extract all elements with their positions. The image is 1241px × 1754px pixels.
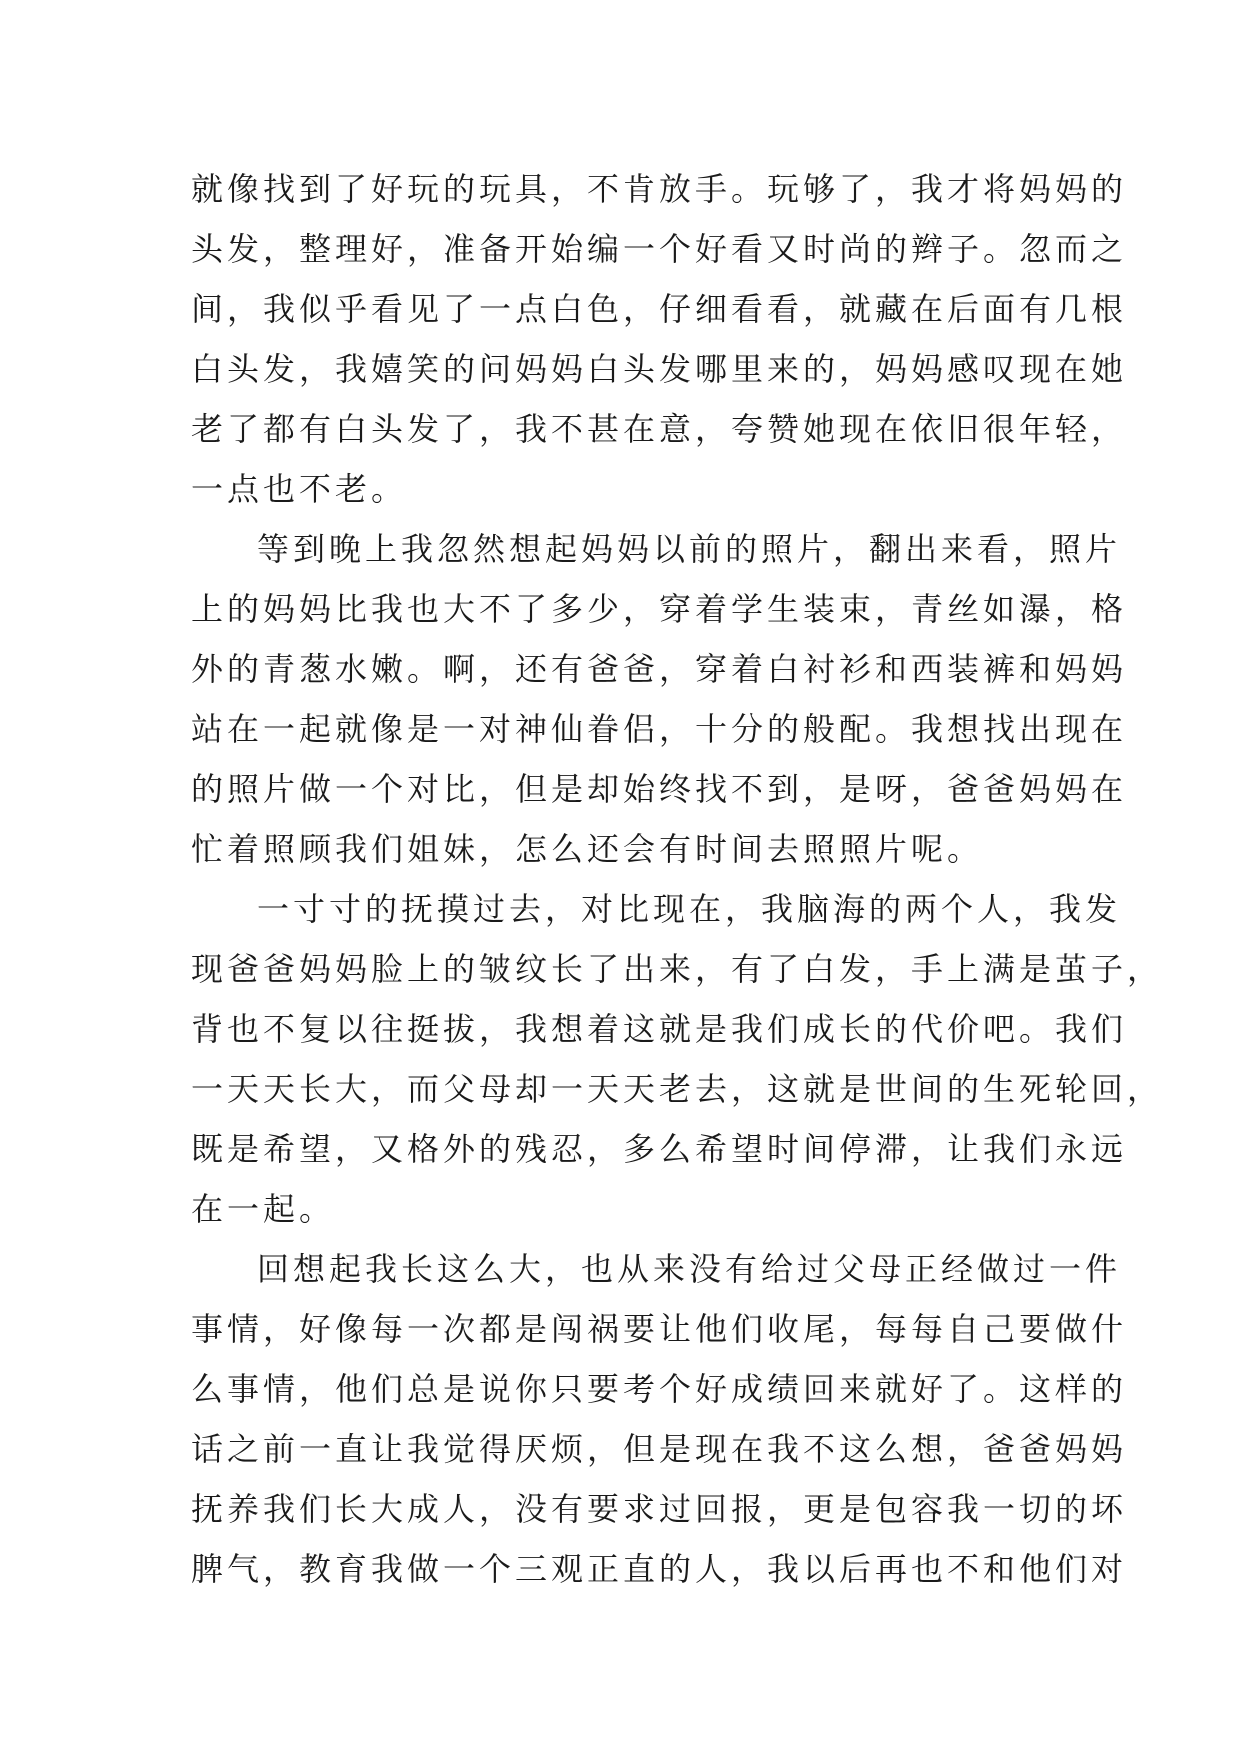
text-line: 抚养我们长大成人，没有要求过回报，更是包容我一切的坏 [191,1490,1128,1528]
body-text [191,159,1164,1599]
paragraph-first-line: 回想起我长这么大，也从来没有给过父母正经做过一件 [257,1250,1122,1288]
text-line: 白头发，我嬉笑的问妈妈白头发哪里来的，妈妈感叹现在她 [191,350,1128,388]
text-line: 站在一起就像是一对神仙眷侣，十分的般配。我想找出现在 [191,710,1128,748]
text-line: 老了都有白头发了，我不甚在意，夸赞她现在依旧很年轻， [191,410,1128,448]
paragraph-first-line: 一寸寸的抚摸过去，对比现在，我脑海的两个人，我发 [257,890,1122,928]
paragraph-first-line: 等到晚上我忽然想起妈妈以前的照片，翻出来看，照片 [257,530,1122,568]
text-line: 间，我似乎看见了一点白色，仔细看看，就藏在后面有几根 [191,290,1128,328]
text-line: 一天天长大，而父母却一天天老去，这就是世间的生死轮回， [191,1070,1164,1108]
text-line: 事情，好像每一次都是闯祸要让他们收尾，每每自己要做什 [191,1310,1128,1348]
text-line: 外的青葱水嫩。啊，还有爸爸，穿着白衬衫和西装裤和妈妈 [191,650,1128,688]
text-line: 现爸爸妈妈脸上的皱纹长了出来，有了白发，手上满是茧子， [191,950,1164,988]
text-line: 话之前一直让我觉得厌烦，但是现在我不这么想，爸爸妈妈 [191,1430,1128,1468]
text-line: 在一起。 [191,1190,336,1228]
text-line: 一点也不老。 [191,470,408,508]
text-line: 脾气，教育我做一个三观正直的人，我以后再也不和他们对 [191,1550,1128,1588]
text-line: 的照片做一个对比，但是却始终找不到，是呀，爸爸妈妈在 [191,770,1128,808]
text-line: 背也不复以往挺拔，我想着这就是我们成长的代价吧。我们 [191,1010,1128,1048]
text-line: 头发，整理好，准备开始编一个好看又时尚的辫子。忽而之 [191,230,1128,268]
text-line: 既是希望，又格外的残忍，多么希望时间停滞，让我们永远 [191,1130,1128,1168]
text-line: 么事情，他们总是说你只要考个好成绩回来就好了。这样的 [191,1370,1128,1408]
text-line: 上的妈妈比我也大不了多少，穿着学生装束，青丝如瀑，格 [191,590,1128,628]
text-line: 忙着照顾我们姐妹，怎么还会有时间去照照片呢。 [191,830,984,868]
text-line: 就像找到了好玩的玩具，不肯放手。玩够了，我才将妈妈的 [191,170,1128,208]
